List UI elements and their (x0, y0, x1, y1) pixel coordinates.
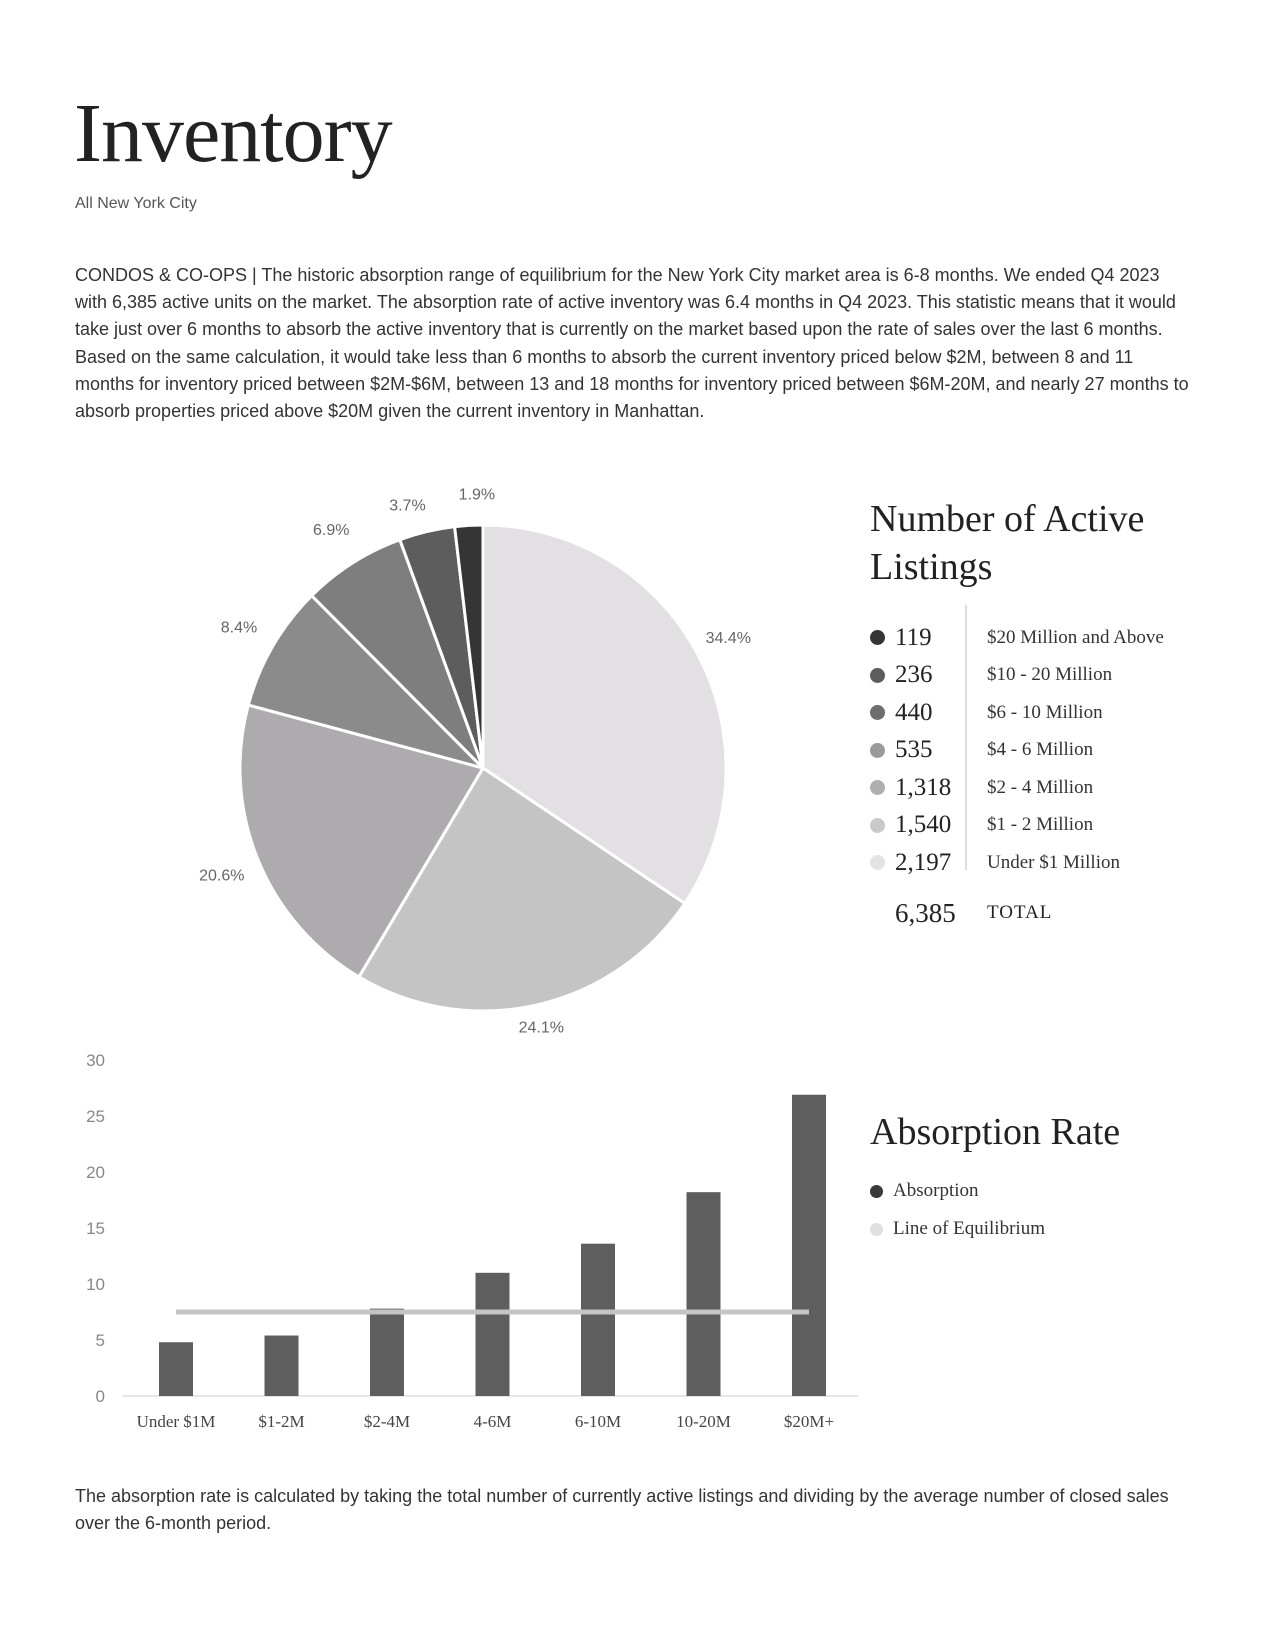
pie-slice-label: 1.9% (458, 486, 496, 504)
legend-label: Absorption (893, 1180, 979, 1201)
x-tick-label: Under $1M (136, 1412, 216, 1431)
legend-value: 535 (895, 736, 933, 764)
absorption-legend-panel (870, 1108, 1250, 1248)
absorption-bar (265, 1336, 299, 1396)
x-tick-label: $20M+ (783, 1412, 835, 1431)
legend-value: 119 (895, 623, 932, 651)
legend-dot (870, 630, 885, 645)
legend-label: Under $1 Million (987, 851, 1120, 873)
y-tick-label: 15 (86, 1219, 105, 1238)
legend-absorption (870, 1172, 1250, 1210)
legend-label: $6 - 10 Million (987, 701, 1103, 723)
legend-row (870, 732, 1250, 770)
legend-value: 2,197 (895, 848, 952, 876)
legend-dot (870, 855, 885, 870)
legend-label: $20 Million and Above (987, 626, 1164, 648)
active-listings-legend-panel (870, 495, 1250, 929)
pie-slice-label: 34.4% (705, 630, 752, 648)
total-label: TOTAL (987, 902, 1053, 923)
legend-dot (870, 1223, 883, 1236)
x-tick-label: $1-2M (258, 1412, 305, 1431)
x-tick-label: 4-6M (473, 1412, 512, 1431)
total-value: 6,385 (895, 897, 956, 928)
pie-slice-label: 24.1% (518, 1019, 565, 1037)
legend-dot (870, 1185, 883, 1198)
legend-total-row (870, 898, 1250, 929)
active-listings-pie-chart (0, 470, 840, 1037)
absorption-rate-bar-chart (0, 1040, 860, 1431)
y-tick-label: 0 (95, 1387, 105, 1406)
legend-row (870, 807, 1250, 845)
absorption-bar (792, 1095, 826, 1396)
legend-row (870, 619, 1250, 657)
x-tick-label: $2-4M (363, 1412, 411, 1431)
legend-dot (870, 780, 885, 795)
legend-value: 236 (895, 661, 933, 689)
absorption-bar (687, 1192, 721, 1396)
legend-label: $1 - 2 Million (987, 814, 1094, 836)
absorption-bar (476, 1273, 510, 1396)
legend-value: 1,318 (895, 773, 952, 801)
legend-label: $2 - 4 Million (987, 776, 1094, 798)
legend-row (870, 844, 1250, 882)
legend-value: 440 (895, 698, 933, 726)
legend-equilibrium (870, 1210, 1250, 1248)
legend-dot (870, 705, 885, 720)
legend-row (870, 769, 1250, 807)
pie-slice-label: 3.7% (389, 497, 426, 515)
legend-value: 1,540 (895, 811, 952, 839)
legend-row (870, 657, 1250, 695)
absorption-bar (370, 1309, 404, 1396)
y-tick-label: 5 (95, 1331, 105, 1350)
x-tick-label: 6-10M (574, 1412, 622, 1431)
x-tick-label: 10-20M (676, 1412, 731, 1431)
y-tick-label: 10 (86, 1275, 105, 1294)
y-tick-label: 20 (86, 1163, 105, 1182)
legend-label: Line of Equilibrium (893, 1218, 1045, 1239)
active-listings-title: Number of Active Listings (870, 498, 1145, 588)
y-tick-label: 30 (86, 1051, 105, 1070)
legend-dot (870, 818, 885, 833)
absorption-bar (581, 1244, 615, 1396)
absorption-bar (159, 1342, 193, 1396)
intro-paragraph: CONDOS & CO-OPS | The historic absorption range of equilibrium for the New York City market area is 6-8 months. We ended Q4 2023 with 6,385 active units on the market. The absorption rate of active inventory was 6.4 months in Q4 2023. This statistic means that it would take just over 6 months to absorb the active inventory that is currently on the market based upon the rate of sales over the last 6 months. Based on the same calculation, it would take less than 6 months to absorb the current inventory priced below $2M, between 8 and 11 months for inventory priced between $2M-$6M, between 13 and 18 months for inventory priced between $6M-20M, and nearly 27 months to absorb properties priced above $20M given the current inventory in Manhattan. (75, 265, 1189, 422)
legend-label: $10 - 20 Million (987, 664, 1113, 686)
pie-slice-label: 20.6% (199, 867, 245, 885)
legend-dot (870, 743, 885, 758)
pie-slice-label: 8.4% (220, 619, 258, 637)
legend-divider (965, 605, 967, 870)
page-subtitle: All New York City (75, 195, 197, 212)
active-listings-legend (870, 619, 1250, 882)
legend-dot (870, 668, 885, 683)
pie-slice-label: 6.9% (313, 522, 350, 540)
footnote: The absorption rate is calculated by taking the total number of currently active listings and dividing by the average number of closed sales over the 6-month period. (75, 1486, 1169, 1534)
y-tick-label: 25 (86, 1107, 105, 1126)
legend-row (870, 694, 1250, 732)
absorption-title: Absorption Rate (870, 1111, 1121, 1153)
page-title: Inventory (74, 87, 392, 180)
legend-label: $4 - 6 Million (987, 739, 1094, 761)
